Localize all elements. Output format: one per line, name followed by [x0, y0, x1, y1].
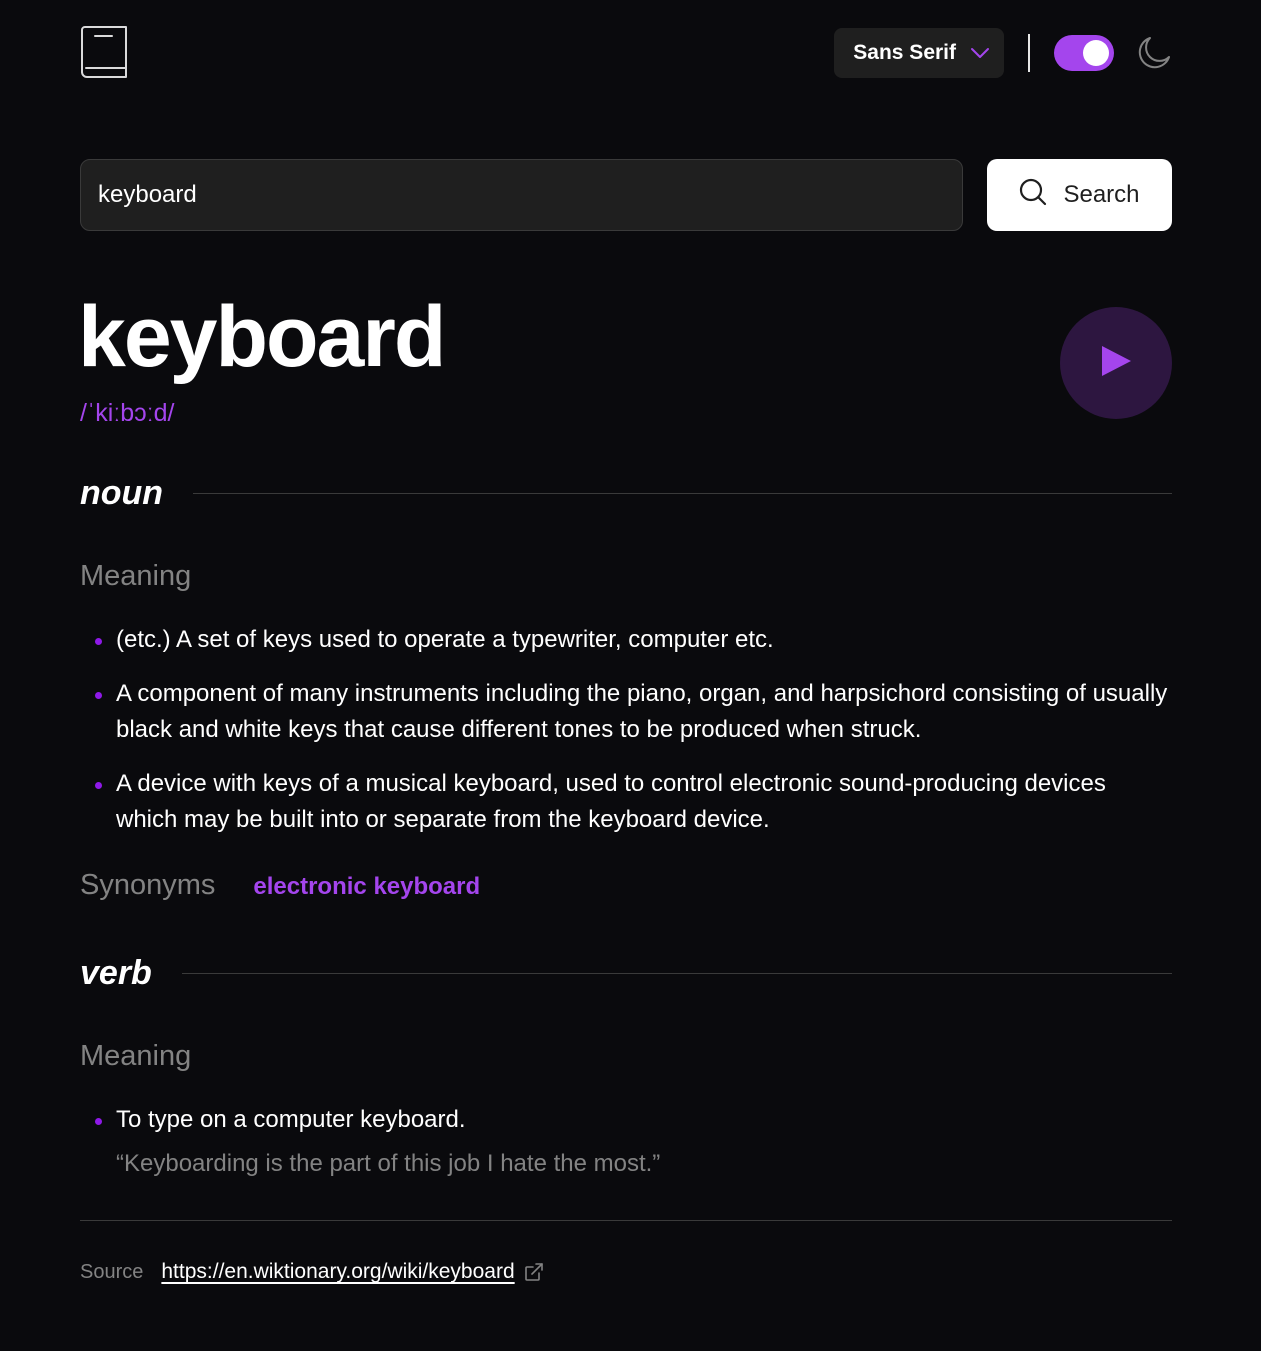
pos-label: noun [80, 474, 164, 512]
font-selector-value: Sans Serif [853, 41, 956, 64]
footer-divider [80, 1220, 1172, 1221]
pos-heading-noun [80, 474, 1172, 513]
entry-phonetic: /ˈkiːbɔːd/ [80, 399, 175, 427]
header-controls [834, 28, 1172, 78]
theme-toggle[interactable] [1054, 35, 1114, 71]
meaning-label: Meaning [80, 1040, 192, 1072]
search-button[interactable] [987, 159, 1172, 231]
definition-item: A device with keys of a musical keyboard, used to control electronic sound-producing devices which may be built into or separate from the keyboard device. [92, 766, 1172, 838]
definition-list [92, 622, 1172, 856]
definition-list [92, 1102, 1172, 1156]
chevron-down-icon [970, 47, 990, 59]
search-bar [80, 159, 1172, 231]
entry-word: keyboard [78, 289, 445, 385]
definition-item: To type on a computer keyboard. [92, 1102, 1172, 1138]
synonyms-label: Synonyms [80, 869, 216, 901]
pos-divider [193, 493, 1172, 494]
book-icon [80, 26, 128, 80]
synonyms-row [80, 869, 480, 902]
font-selector[interactable] [834, 28, 1004, 78]
pos-divider [182, 973, 1172, 974]
source-link[interactable]: https://en.wiktionary.org/wiki/keyboard [161, 1260, 515, 1283]
toggle-knob [1083, 40, 1109, 66]
definition-item: A component of many instruments including the piano, organ, and harpsichord consisting of usually black and white keys that cause different tones to be produced when struck. [92, 676, 1172, 748]
synonym-link[interactable]: electronic keyboard [253, 873, 481, 900]
header-divider [1028, 34, 1030, 72]
source-label: Source [80, 1260, 144, 1283]
search-icon [1019, 178, 1047, 213]
definition-example: “Keyboarding is the part of this job I hate the most.” [116, 1150, 661, 1177]
source-row [80, 1260, 544, 1284]
definition-item: (etc.) A set of keys used to operate a typewriter, computer etc. [92, 622, 1172, 658]
meaning-label: Meaning [80, 560, 192, 592]
pos-heading-verb [80, 954, 1172, 993]
moon-icon [1136, 35, 1172, 71]
app-header [80, 26, 1172, 80]
pos-label: verb [80, 954, 152, 992]
search-input[interactable] [80, 159, 963, 231]
search-button-label: Search [1063, 181, 1140, 208]
play-icon [1100, 345, 1132, 382]
play-pronunciation-button[interactable] [1060, 307, 1172, 419]
external-link-icon[interactable] [524, 1262, 544, 1282]
